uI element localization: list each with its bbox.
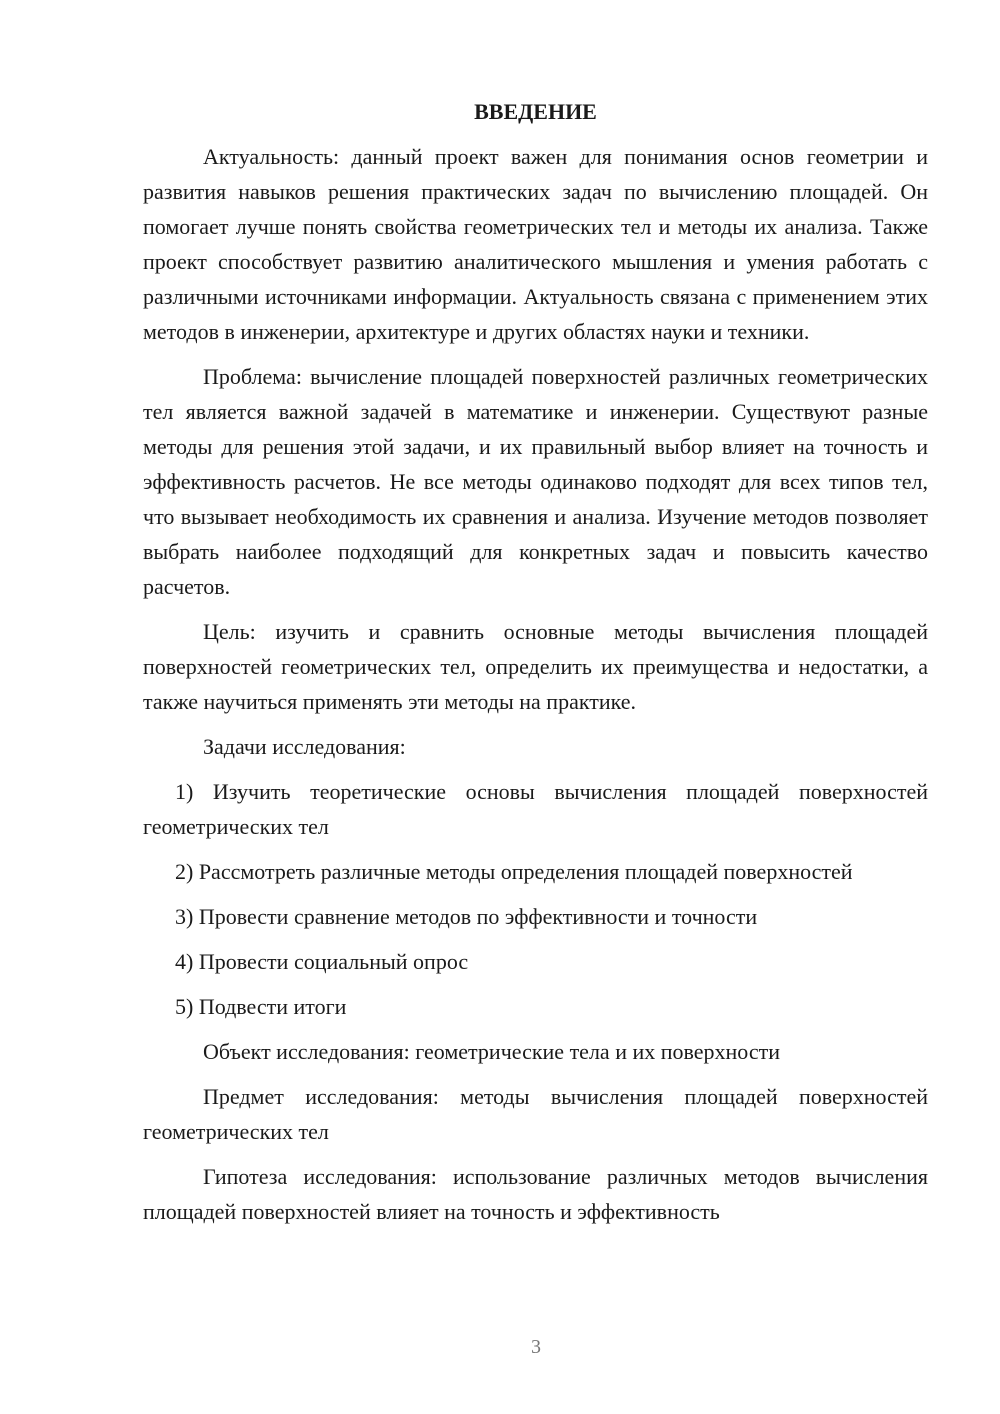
paragraph-tasks-heading: Задачи исследования:	[203, 734, 406, 759]
section-title: ВВЕДЕНИЕ	[474, 99, 597, 124]
paragraph-relevance: Актуальность: данный проект важен для понимания основ геометрии и развития навыков решения практических задач по вычислению площадей. Он помогает лучше понять свойства геометрических тел и методы их анализа. Также проект способствует развитию аналитического мышления и умения работать с различными источниками информации. Актуальность связана с применением этих методов в инженерии, архитектуре и других областях науки и техники.	[143, 144, 928, 344]
paragraph-hypothesis: Гипотеза исследования: использование различных методов вычисления площадей поверхностей влияет на точность и эффективность	[143, 1164, 928, 1224]
task-item: 1) Изучить теоретические основы вычисления площадей поверхностей геометрических тел	[143, 779, 928, 839]
task-item: 3) Провести сравнение методов по эффективности и точности	[175, 904, 758, 929]
paragraph-goal: Цель: изучить и сравнить основные методы вычисления площадей поверхностей геометрических тел, определить их преимущества и недостатки, а также научиться применять эти методы на практике.	[143, 619, 928, 714]
task-item: 5) Подвести итоги	[175, 994, 347, 1019]
paragraph-subject: Предмет исследования: методы вычисления площадей поверхностей геометрических тел	[143, 1084, 928, 1144]
page-number: 3	[531, 1336, 541, 1358]
paragraph-problem: Проблема: вычисление площадей поверхностей различных геометрических тел является важной задачей в математике и инженерии. Существуют разные методы для решения этой задачи, и их правильный выбор влияет на точность и эффективность расчетов. Не все методы одинаково подходят для всех типов тел, что вызывает необходимость их сравнения и анализа. Изучение методов позволяет выбрать наиболее подходящий для конкретных задач и повысить качество расчетов.	[143, 364, 928, 599]
task-item: 2) Рассмотреть различные методы определения площадей поверхностей	[175, 859, 853, 884]
task-item: 4) Провести социальный опрос	[175, 949, 469, 974]
document-body	[143, 94, 928, 1229]
paragraph-object: Объект исследования: геометрические тела и их поверхности	[203, 1039, 781, 1064]
